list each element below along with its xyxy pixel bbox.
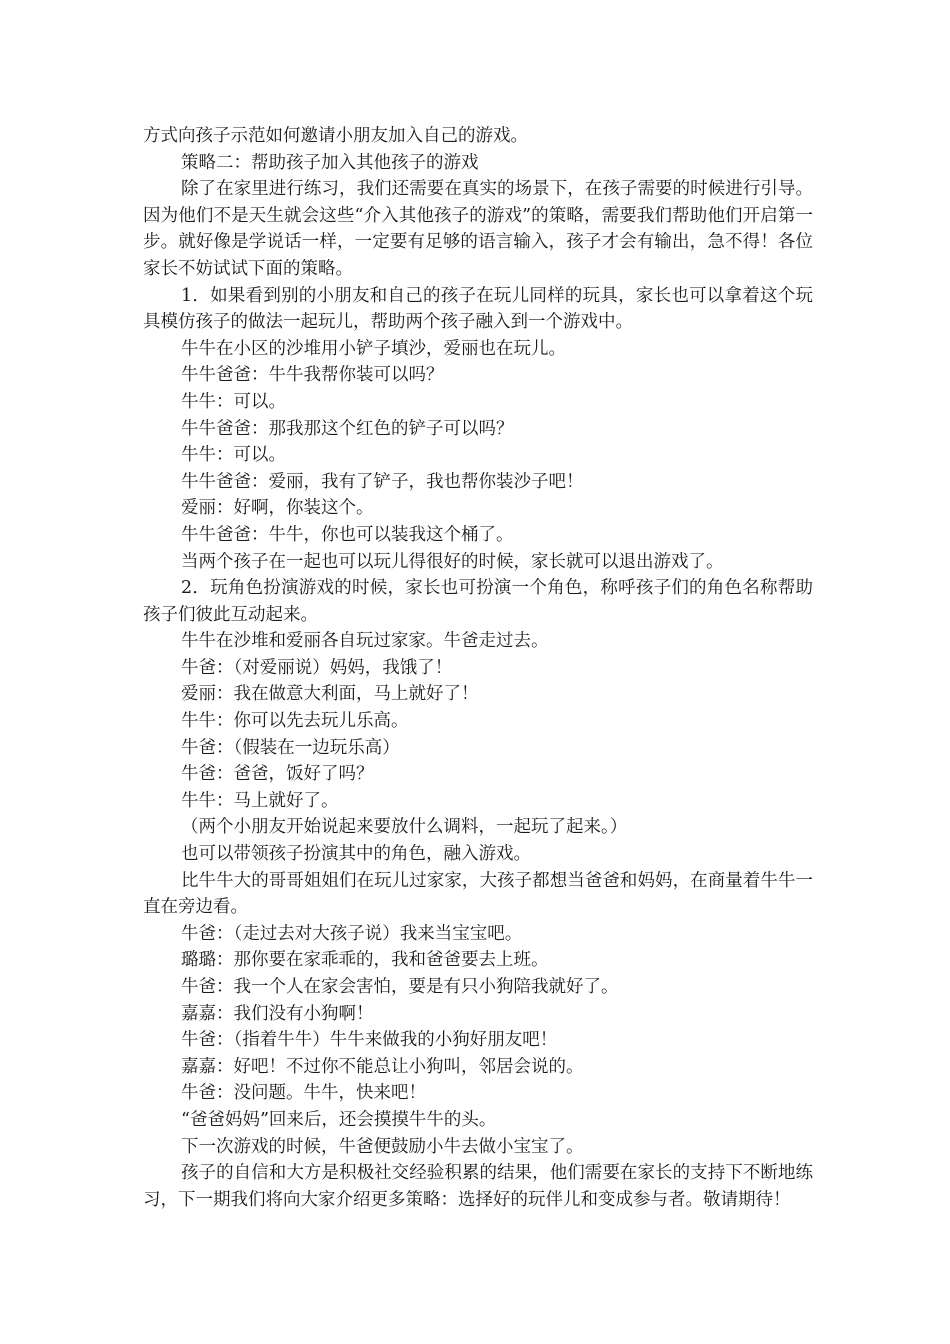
paragraph: 牛爸：我一个人在家会害怕，要是有只小狗陪我就好了。 <box>181 977 619 997</box>
paragraph: 嘉嘉：好吧！不过你不能总让小狗叫，邻居会说的。 <box>181 1056 584 1077</box>
paragraph: 牛牛爸爸：牛牛，你也可以装我这个桶了。 <box>181 524 514 545</box>
paragraph: 牛牛：马上就好了。 <box>181 790 339 811</box>
paragraph: 2．玩角色扮演游戏的时候，家长也可扮演一个角色，称呼孩子们的角色名称帮助孩子们彼此互动起来。 <box>143 578 813 625</box>
paragraph: 牛爸：（假装在一边玩乐高） <box>181 737 400 758</box>
paragraph: 璐璐：那你要在家乖乖的，我和爸爸要去上班。 <box>181 950 549 971</box>
paragraph: 牛牛爸爸：那我那这个红色的铲子可以吗？ <box>181 418 514 439</box>
paragraph: 牛爸：（对爱丽说）妈妈，我饿了！ <box>181 657 453 678</box>
paragraph: 嘉嘉：我们没有小狗啊！ <box>181 1003 374 1024</box>
document-page <box>143 123 813 1213</box>
paragraph: （两个小朋友开始说起来要放什么调料，一起玩了起来。） <box>181 817 628 838</box>
paragraph: 牛牛在沙堆和爱丽各自玩过家家。牛爸走过去。 <box>181 631 549 652</box>
paragraph: 牛爸：没问题。牛牛，快来吧！ <box>181 1083 426 1104</box>
paragraph: 当两个孩子在一起也可以玩儿得很好的时候，家长就可以退出游戏了。 <box>181 551 724 572</box>
paragraph: 牛爸：（指着牛牛）牛牛来做我的小狗好朋友吧！ <box>181 1030 558 1051</box>
paragraph: 牛牛爸爸：爱丽，我有了铲子，我也帮你装沙子吧！ <box>181 471 584 492</box>
paragraph: 牛牛：可以。 <box>181 445 286 466</box>
paragraph: 比牛牛大的哥哥姐姐们在玩儿过家家，大孩子都想当爸爸和妈妈，在商量着牛牛一直在旁边看。 <box>143 870 813 918</box>
paragraph: 策略二：帮助孩子加入其他孩子的游戏 <box>181 152 479 173</box>
paragraph: 牛牛在小区的沙堆用小铲子填沙，爱丽也在玩儿。 <box>181 338 566 359</box>
paragraph: 孩子的自信和大方是积极社交经验积累的结果，他们需要在家长的支持下不断地练习，下一期我们将向大家介绍更多策略：选择好的玩伴儿和变成参与者。敬请期待！ <box>143 1163 813 1210</box>
paragraph: 方式向孩子示范如何邀请小朋友加入自己的游戏。 <box>143 126 528 146</box>
paragraph: 1．如果看到别的小朋友和自己的孩子在玩儿同样的玩具，家长也可以拿着这个玩具模仿孩子的做法一起玩儿，帮助两个孩子融入到一个游戏中。 <box>143 285 813 333</box>
paragraph: 牛牛爸爸：牛牛我帮你装可以吗？ <box>181 365 444 386</box>
paragraph: “爸爸妈妈”回来后，还会摸摸牛牛的头。 <box>181 1109 497 1130</box>
paragraph: 也可以带领孩子扮演其中的角色，融入游戏。 <box>181 844 531 865</box>
paragraph: 牛爸：爸爸，饭好了吗？ <box>181 764 374 785</box>
paragraph: 牛爸：（走过去对大孩子说）我来当宝宝吧。 <box>181 923 523 944</box>
paragraph: 牛牛：你可以先去玩儿乐高。 <box>181 711 409 732</box>
paragraph: 牛牛：可以。 <box>181 391 286 412</box>
paragraph: 下一次游戏的时候，牛爸便鼓励小牛去做小宝宝了。 <box>181 1136 584 1157</box>
paragraph: 爱丽：好啊，你装这个。 <box>181 498 374 519</box>
paragraph: 爱丽：我在做意大利面，马上就好了！ <box>181 684 479 705</box>
paragraph: 除了在家里进行练习，我们还需要在真实的场景下，在孩子需要的时候进行引导。因为他们不是天生就会这些“介入其他孩子的游戏”的策略，需要我们帮助他们开启第一步。就好像是学说话一样，一定要有足够的语言输入，孩子才会有输出，急不得！各位家长不妨试试下面的策略。 <box>143 179 813 279</box>
